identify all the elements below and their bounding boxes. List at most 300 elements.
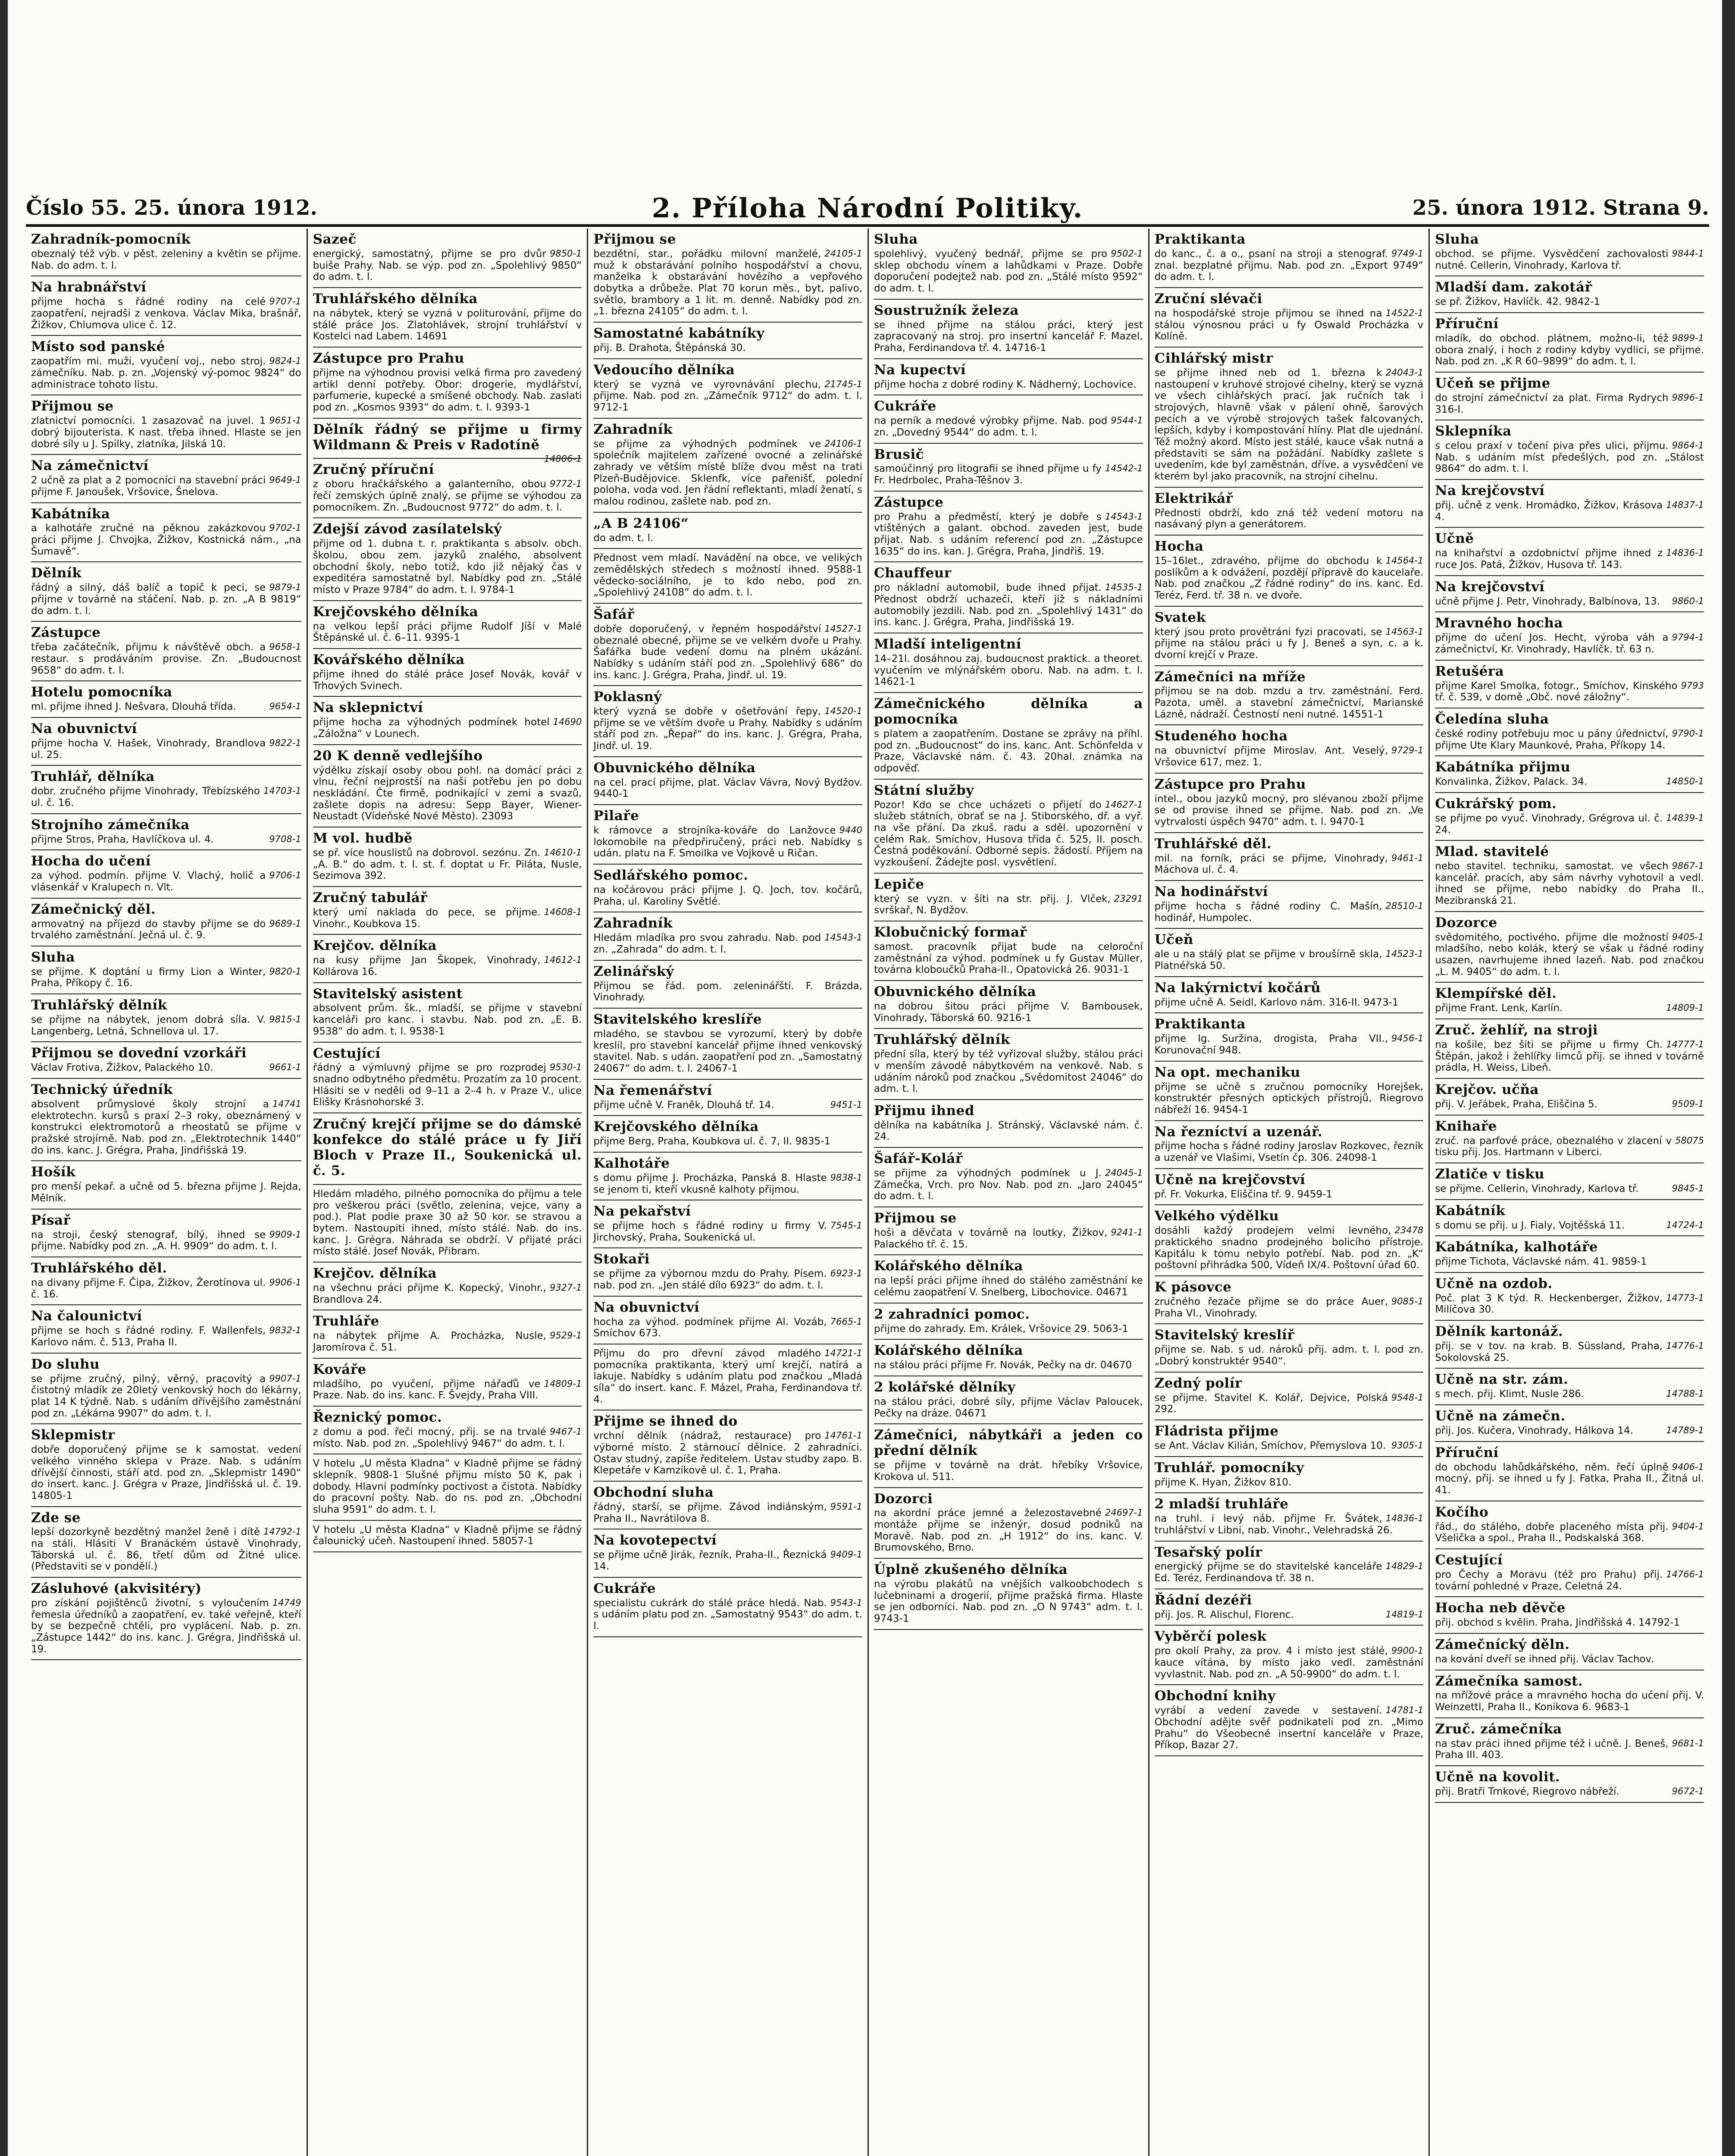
ad-code: 9689-1	[269, 918, 301, 929]
classified-ad	[31, 336, 301, 395]
ad-heading: Přijmou se dovední vzorkáři	[31, 1045, 247, 1061]
ad-text: se přijme. Cellerin, Vinohrady, Karlova tř.	[1435, 1183, 1639, 1194]
column-6	[1428, 229, 1709, 2156]
ad-text: přij. obchod s kvělin. Praha, Jindřišská 4. 14792-1	[1435, 1617, 1680, 1629]
classified-ad	[313, 1043, 582, 1114]
ad-heading: Truhlář. pomocníky	[1154, 1460, 1304, 1476]
ad-code: 9544-1	[1111, 415, 1143, 426]
ad-code: 24105-1	[824, 248, 862, 259]
ad-heading: Mladší inteligentní	[874, 636, 1021, 652]
ad-heading: Dělník	[31, 565, 82, 581]
ad-heading: Kabátník	[1435, 1203, 1506, 1219]
classified-ad	[593, 1009, 862, 1080]
classified-ad	[313, 348, 582, 419]
ad-code: 9654-1	[269, 701, 301, 712]
classified-ad	[1155, 1205, 1424, 1276]
ad-code: 14777-1	[1666, 1039, 1704, 1050]
ad-heading: Místo sod panské	[31, 339, 165, 355]
classified-ad	[313, 1310, 582, 1358]
ad-heading: Na krejčovství	[1435, 579, 1545, 595]
ad-heading: Cihlářský mistr	[1154, 350, 1273, 366]
ad-text: se Ant. Václav Kilián, Smíchov, Přemyslova 10.	[1154, 1440, 1386, 1451]
ad-heading: Čeledína sluha	[1435, 711, 1549, 727]
ad-heading: Zručný příruční	[313, 462, 434, 478]
classified-ad	[31, 718, 301, 766]
classified-ad	[874, 444, 1143, 492]
ad-text: na nábytek přijme A. Procházka, Nusle, Jaromírova č. 51.	[313, 1330, 546, 1353]
ad-heading: Zručný krejčí přijme se do dámské konfekce do stálé práce u fy Jiří Bloch v Praze II., Soukenická ul. č. 5.	[313, 1116, 582, 1178]
ad-heading: Na řemenářství	[593, 1082, 712, 1098]
scan-edge-left	[0, 0, 8, 2156]
ad-heading: Krejčovského dělníka	[313, 604, 479, 620]
ad-code: 9702-1	[269, 523, 301, 533]
classified-ad	[31, 814, 301, 851]
ad-heading: Krejčov. učňa	[1435, 1082, 1539, 1098]
ad-text: české rodiny potřebuju moc u pány úřednictví, přijme Ute Klary Maunkové, Praha, Příkopy 14.	[1435, 728, 1669, 751]
classified-ad	[1435, 1079, 1704, 1116]
classified-ad	[31, 1042, 301, 1079]
ad-heading: Na hrabnářství	[31, 279, 147, 295]
ad-code: 9832-1	[269, 1325, 301, 1336]
ad-heading: Zahradník	[593, 915, 673, 931]
ad-code: 9241-1	[1111, 1227, 1143, 1238]
ad-text: který umí naklada do pece, se přijme. Vinohr., Koubkova 15.	[313, 906, 541, 930]
ad-code: 9772-1	[549, 479, 582, 489]
ad-heading: Sluha	[874, 232, 918, 247]
ad-code: 14773-1	[1666, 1292, 1704, 1303]
ad-text: Přijmu do pro dřevní závod mladého pomocníka praktikanta, který umí krejčí, natírá a lakuje. Nabídky s udáním platu pod značkou „Mladá síla“ do insert. kanc. F. Mázel, Praha, Ferdinandova tř. 4.	[593, 1348, 862, 1405]
classified-ad	[1435, 528, 1704, 576]
ad-code: 14792-1	[263, 1526, 301, 1537]
classified-ad	[593, 865, 862, 912]
classified-ad	[1435, 313, 1704, 373]
ad-heading: Hošík	[31, 1164, 76, 1180]
classified-ad	[874, 693, 1143, 780]
ad-text: 14–21l. dosáhnou zaj. budoucnost praktick. a theoret. vyučením ve mlýnářském oboru. Nab. na adm. t. l. 14621-1	[874, 653, 1143, 688]
ad-code: 9790-1	[1672, 728, 1704, 739]
ad-text: Hledám mladíka pro svou zahradu. Nab. pod zn. „Zahrada“ do adm. t. l.	[593, 932, 821, 956]
classified-ad	[874, 300, 1143, 359]
classified-ad	[31, 850, 301, 898]
ad-text: přijme hocha s řádné rodiny na celé zaopatření, nejradši z venkova. Václav Mika, brašnář, Žižkov, Chlumova ulice č. 12.	[31, 296, 301, 331]
ad-heading: Samostatné kabátníky	[593, 325, 764, 341]
column-3	[587, 229, 868, 2156]
ad-heading: Učně	[1435, 531, 1474, 547]
classified-ad	[593, 323, 862, 359]
classified-ad	[1155, 1626, 1424, 1685]
classified-ad	[1155, 1589, 1424, 1626]
ad-code: 14564-1	[1385, 555, 1424, 566]
ad-code: 9864-1	[1672, 440, 1704, 451]
classified-ad	[31, 766, 301, 814]
classified-ad	[1155, 1324, 1424, 1372]
ad-heading: Dělník řádný se přijme u firmy Wildmann & Preis v Radotíně	[313, 421, 582, 453]
ad-text: na stálou práci přijme Fr. Novák, Pečky na dr. 04670	[874, 1360, 1132, 1371]
ad-text: Hledám mladého, pilného pomocníka do příjmu a tele pro veškerou práci (světlo, zelenina, vejce, vany a pod.). Plat podle praxe 30 až 50 kor. se stravou a bytem. Nastoupiti ihned, místo stálé. Nab. do ins. kanc. J. Grégra. Náhrada se obdrží. V přijaté práci místo stálé. Josef Novák, Přibram.	[313, 1188, 582, 1257]
ad-heading: Učně na str. zám.	[1435, 1372, 1569, 1388]
classified-ad	[874, 1304, 1143, 1340]
supplement-title: 2. Příloha Národní Politiky.	[651, 192, 1084, 224]
ad-heading: Mlad. stavitelé	[1435, 844, 1549, 860]
classified-ad	[313, 827, 582, 887]
ad-text: na velkou lepší práci přijme Rudolf Jíší v Malé Štěpánské ul. č. 6–11. 9395-1	[313, 620, 582, 644]
ad-heading: Soustružník železa	[874, 302, 1019, 318]
ad-text: přijme na výhodnou provisi velká firma pro zavedený artikl denní potřeby. Obor: drogerie, mydlářství, parfumerie, kupecké a smíšené obchody. Nab. zaslati pod zn. „Kosmos 9393“ do adm. t. l. 9393-1	[313, 367, 582, 413]
classified-ad	[313, 1185, 582, 1263]
ad-heading: Mladší dam. zakotář	[1435, 279, 1592, 295]
ad-code: 9907-1	[269, 1373, 301, 1384]
ad-heading: Sluha	[31, 949, 75, 965]
ad-heading: Hotelu pomocníka	[31, 684, 172, 700]
ad-code: 9900-1	[1391, 1645, 1424, 1656]
ad-heading: Truhlářské děl.	[1154, 836, 1271, 852]
ad-text: přijme do zahrady. Em. Králek, Vršovice 29. 5063-1	[874, 1323, 1128, 1335]
ad-text: do strojní zámečnictví za plat. Firma Rydrych 316-I.	[1435, 392, 1669, 415]
ad-text: na košile, bez šiti se přijme u firmy Ch. Štěpán, jakož i žehlířky limců přij. se ihned v továrně prádla, H. Weiss, Libeň.	[1435, 1039, 1704, 1074]
ad-code: 14543-1	[824, 932, 862, 943]
classified-ad	[313, 229, 582, 288]
ad-heading: Sazeč	[313, 232, 357, 247]
ad-text: řádný, starší, se přijme. Závod indiánským, Praha II., Navrátilova 8.	[593, 1501, 827, 1524]
ad-heading: Učně na ozdob.	[1435, 1275, 1553, 1291]
ad-text: přijme se. Nab. s ud. nároků přij. adm. t. l. pod zn. „Dobrý konstruktér 9540“.	[1154, 1344, 1424, 1367]
ad-heading: Pilaře	[593, 808, 639, 824]
ad-heading: Praktikanta	[1154, 1016, 1246, 1032]
ad-text: se přijme za výbornou mzdu do Prahy. Písem. nab. pod zn. „Jen stálé dílo 6923“ do adm. t. l.	[593, 1268, 827, 1291]
classified-ad	[1435, 912, 1704, 983]
ad-text: řádný a silný, dáš balíč a topič k peci, se přijme v továrně na stáčení. Nab. p. zn. „A B 9819“ do adm. t. l.	[31, 582, 301, 617]
ad-heading: Zručný tabulář	[313, 890, 428, 906]
classified-ad	[31, 1257, 301, 1305]
classified-ad	[313, 288, 582, 348]
ad-code: 14829-1	[1385, 1561, 1424, 1572]
ad-code: 14627-1	[1105, 799, 1143, 810]
classified-ad	[874, 1029, 1143, 1100]
ad-heading: Zde se	[31, 1510, 81, 1526]
ad-code: 9461-1	[1391, 852, 1424, 863]
ad-heading: Hocha do učení	[31, 853, 151, 869]
ad-heading: Vedoucího dělníka	[593, 362, 735, 378]
classified-ad	[1435, 420, 1704, 480]
ad-text: výdělku získají osoby obou pohl. na domácí práci z vlnu, řeční nejprostší na naši potřebu jen po dobu neskládání. Čte firmě, podnikající v zemi a svazů, zašlete dopis na adresu: Sepp Bayer, Wiener-Neustadt (Vídeňské Nové Město). 23093	[313, 765, 582, 822]
ad-heading: Stavitelského kreslíře	[593, 1011, 762, 1027]
classified-ad	[593, 1248, 862, 1296]
ad-text: V hotelu „U města Kladna“ v Kladně přijme se řádný sklepník. 9808-1 Slušné přijmu místo 50 K, pak i dobody. Hlavní podmínky poctivost a čistota. Nabídky do pracovní pošty. Nab. do ns. pod zn. „Obchodní sluha 9591“ do adm. t. l.	[313, 1458, 582, 1515]
classified-ad	[874, 229, 1143, 300]
classified-ad	[874, 981, 1143, 1029]
ad-heading: Krejčov. dělníka	[313, 1265, 437, 1281]
classified-ad	[593, 513, 862, 549]
classified-ad	[874, 1207, 1143, 1255]
ad-text: Václav Frotiva, Žižkov, Palackého 10.	[31, 1062, 213, 1074]
ad-code: 9409-1	[830, 1549, 862, 1560]
ad-code: 9879-1	[269, 582, 301, 593]
ad-heading: Cukráře	[593, 1580, 656, 1596]
ad-code: 9896-1	[1672, 392, 1704, 403]
classified-ad	[874, 395, 1143, 443]
classified-ad	[593, 1482, 862, 1529]
ad-heading: Příruční	[1435, 316, 1499, 332]
ad-text: z oboru hračkářského a galanterního, obou řečí zemských úplně znalý, se přijme se výhodou za pomocníkem. Zn. „Budoucnost 9772“ do adm. t. l.	[313, 479, 582, 513]
classified-columns	[26, 229, 1709, 2156]
classified-ad	[874, 1559, 1143, 1630]
ad-text: se přijme zručný, pilný, věrný, pracovitý a čistotný mladík ze 20letý venkovský hoch do lékárny, plat 14 K týdně. Nab. s udáním dřívějšího zaměstnání pod zn. „Lékárna 9907“ do adm. t. l.	[31, 1373, 301, 1419]
ad-text: se přijme za výhodných podmínek u J. Zámečka, Vrch. pro Nov. Nab. pod zn. „Jaro 24045“ do adm. t. l.	[874, 1168, 1143, 1202]
ad-text: přijme hocha s řádné rodiny Jaroslav Rozkovec, řezník a uzenář ve Vlašimi, Vsetín čp. 306. 24098-1	[1154, 1141, 1424, 1164]
ad-code: 14809-1	[1666, 1003, 1704, 1013]
ad-heading: Kolářského dělníka	[874, 1258, 1023, 1274]
ad-text: z domu a pod. řeči mocný, přij. se na trvalé místo. Nab. pod zn. „Spolehlivý 9467“ do adm. t. l.	[313, 1426, 565, 1449]
ad-heading: Truhlářského dělníka	[313, 291, 478, 307]
ad-code: 9530-1	[549, 1062, 582, 1073]
classified-ad	[1155, 725, 1424, 773]
ad-text: přijme Stros, Praha, Havlíčkova ul. 4.	[31, 834, 214, 845]
ad-code: 9672-1	[1672, 1786, 1704, 1797]
ad-text: pro okolí Prahy, za prov. 4 i místo jest stálé, kauce vítána, by místo jako vedl. zaměstnání vyvlastnit. Nab. pod zn. „A 50-9900“ do adm. t. l.	[1154, 1645, 1424, 1680]
ad-text: přij. Jos. R. Alischul, Florenc.	[1154, 1609, 1294, 1620]
classified-ad	[1155, 1062, 1424, 1121]
ad-text: s platem a zaopatřením. Dostane se zprávy na příhl. pod zn. „Budoucnost“ do ins. kanc. Ant. Schönfelda v Praze, Václavské nám. č. 43. 20hal. známka na odpověď.	[874, 728, 1143, 774]
classified-ad	[313, 518, 582, 601]
classified-ad	[313, 1454, 582, 1520]
ad-text: přijme Tichota, Václavské nám. 41. 9859-1	[1435, 1256, 1647, 1268]
ad-text: zručného řezače přijme se do práce Auer, Praha VI., Vinohrady.	[1154, 1296, 1388, 1319]
ad-text: na nábytek, který se vyzná v politurování, přijme do stálé práce Jos. Zlatohlávek, strojní truhlářství v Kostelci nad Labem. 14691	[313, 307, 582, 342]
ad-heading: Krejčov. dělníka	[313, 938, 437, 954]
ad-code: 14724-1	[1666, 1219, 1704, 1230]
classified-ad	[874, 1424, 1143, 1488]
ad-code: 9867-1	[1672, 861, 1704, 871]
classified-ad	[1155, 1457, 1424, 1494]
ad-text: s mech. přij. Klimt, Nusle 286.	[1435, 1388, 1585, 1400]
ad-text: který vyzná se dobře v ošetřování řepy, přijme se ve větším dvoře u Prahy. Nabídky s udáním stáří pod zn. „Řepař“ do ins. kanc. J. Grégra, Praha, Jindř. ul. 19.	[593, 706, 862, 752]
ad-heading: Truhlář, dělníka	[31, 769, 155, 785]
ad-heading: M vol. hudbě	[313, 830, 413, 846]
ad-text: se přijme po vyuč. Vinohrady, Grégrova ul. č. 24.	[1435, 812, 1663, 836]
ad-code: 14749	[272, 1598, 301, 1608]
ad-heading: Truhlářského děl.	[31, 1260, 167, 1276]
classified-ad	[1155, 1276, 1424, 1324]
ad-heading: Zdejší závod zasílatelský	[313, 521, 502, 537]
ad-text: vrchní dělník (nádraž, restaurace) pro výborné místo. 2 stárnoucí dělnice. 2 zahradníci. Ostav studný, zapíše ředitelem. Ustav studby zapo. B. Klepetáře v Kamzíkově ul. č. 1, Praha.	[593, 1430, 862, 1476]
ad-code: 14522-1	[1385, 307, 1424, 318]
ad-code: 9706-1	[269, 870, 301, 881]
classified-ad	[1435, 1236, 1704, 1273]
classified-ad	[31, 1305, 301, 1353]
ad-heading: Na kovotepectví	[593, 1532, 717, 1548]
ad-text: na divany přijme F. Čipa, Žižkov, Žerotínova ul. č. 16.	[31, 1277, 266, 1300]
ad-heading: Zásluhové (akvisitéry)	[31, 1581, 202, 1597]
classified-ad	[593, 359, 862, 419]
ad-text: se přijme. Stavitel K. Kolář, Dejvice, Polská 292.	[1154, 1392, 1388, 1415]
classified-ad	[1155, 881, 1424, 929]
ad-code: 9529-1	[549, 1330, 582, 1341]
ad-text: se př. více houslistů na dobrovol. sezónu. Zn. „A. B.“ do adm. t. l. st. f. doptat u Fr. Piláta, Nusle, Sezimova 392.	[313, 847, 582, 882]
ad-code: 14520-1	[824, 706, 862, 717]
ad-text: Přijmou se řád. pom. zeleninářští. F. Brázda, Vinohrady.	[593, 980, 862, 1003]
ad-text: do obchodu lahůdkářského, něm. řečí úplně mocný, přij. se ihned u fy J. Fatka, Praha II., Žitná ul. 41.	[1435, 1461, 1704, 1496]
ad-heading: Řádní dezéři	[1154, 1592, 1252, 1608]
ad-code: 9845-1	[1672, 1183, 1704, 1194]
ad-code: 14610-1	[544, 847, 582, 858]
ad-text: př. Fr. Vokurka, Eliščina tř. 9. 9459-1	[1154, 1188, 1333, 1200]
classified-ad	[31, 1210, 301, 1257]
ad-heading: Sklepmistr	[31, 1427, 115, 1443]
classified-ad	[593, 961, 862, 1009]
ad-text: přijme hocha V. Hašek, Vinohrady, Brandlova ul. 25.	[31, 737, 266, 761]
classified-ad	[593, 549, 862, 604]
ad-text: samost. pracovník přijat bude na celoroční zaměstnání za výhod. podmínek u fy Gustav Müller, továrna kloboučků Praha-II., Opatovická 26. 9031-1	[874, 941, 1143, 976]
ad-heading: Na kupectví	[874, 362, 966, 378]
ad-code: 58075	[1675, 1135, 1704, 1146]
ad-heading: Učně na zámečn.	[1435, 1408, 1566, 1424]
ad-code: 14542-1	[1105, 463, 1143, 474]
ad-heading: Velkého výdělku	[1154, 1208, 1279, 1224]
ad-code: 9824-1	[269, 356, 301, 367]
ad-text: mil. na forník, práci se přijme, Vinohrady, Máchova ul. č. 4.	[1154, 852, 1388, 876]
ad-heading: Truhláře	[313, 1313, 379, 1329]
ad-text: pro Prahu a předměstí, který je dobře s vtištěných a galant. obchod. zaveden jest, bude přijat. Nab. s udáním referencí pod zn. „Zástupce 1635“ do ins. kan. J. Grégra, Praha, Jindřiš. 19.	[874, 511, 1143, 557]
classified-ad	[1435, 1273, 1704, 1321]
ad-heading: Kabátníka přijmu	[1435, 759, 1571, 775]
ad-text: Přednosti obdrží, kdo zná též vedení motoru na nasávaný plyn a generátorem.	[1154, 507, 1424, 530]
ad-heading: Vyběrčí polesk	[1154, 1629, 1267, 1645]
page-header	[26, 190, 1709, 227]
ad-text: přijme od 1. dubna t. r. praktikanta s absolv. obch. školou, obou zem. jazyků znalého, absolvent obchodní školy, nebo totiž, kdo již nějaký čas v expeditéra samostatně byl. Nabídky pod zn. „Stálé místo v Praze 9784“ do adm. t. l. 9784-1	[313, 538, 582, 596]
ad-text: přijme Karel Smolka, fotogr., Smíchov, Kinského tř. č. 539, v domě „Obč. nové záložny“.	[1435, 680, 1678, 703]
ad-text: mladík, do obchod. plátnem, možno-li, též obora znalý, i hoch z rodiny kdyby vydlici, se přijme. Nab. pod zn. „K R 60–9899“ do adm. t. l.	[1435, 332, 1704, 367]
ad-code: 9405-1	[1672, 931, 1704, 942]
ad-text: který jsou proto provětráni fyzi pracovati, se přijme na stálou práci u fy J. Beneš a syn, c. a k. dvorní krejčí v Praze.	[1154, 626, 1424, 661]
ad-heading: Zruč. žehlíř, na stroji	[1435, 1022, 1598, 1038]
classified-ad	[874, 1100, 1143, 1148]
ad-text: na cel. prací přijme, plat. Václav Vávra, Nový Bydžov. 9440-1	[593, 777, 862, 800]
classified-ad	[31, 946, 301, 994]
ad-heading: Technický úředník	[31, 1082, 173, 1098]
ad-heading: Zámečnícký děln.	[1435, 1636, 1570, 1652]
classified-ad	[874, 1340, 1143, 1376]
ad-text: do adm. t. l.	[593, 532, 654, 544]
ad-text: dobr. zručného přijme Vinohrady, Třebízského ul. č. 16.	[31, 786, 260, 808]
ad-text: svědomitého, poctivého, přijme dle možností mladšího, nebo kolák, který se však u řádné rodiny usazen, navrhujeme ihned lazeň. Nab. pod značkou „L. M. 9405“ do adm. t. l.	[1435, 931, 1704, 978]
ad-heading: Mravného hocha	[1435, 615, 1563, 631]
ad-text: řád., do stálého, dobře placeného místa přij. Všelička a spol., Praha II., Podskalská 368.	[1435, 1521, 1669, 1544]
classified-ad	[31, 455, 301, 503]
classified-ad	[874, 633, 1143, 693]
ad-text: vyrábí a vedení zavede v sestavení. Obchodní adějte svěř podnikateli pod zn. „Mimo Prahu“ do Všeobecné insertní kanceláře v Praze, Příkop, Bazar 27.	[1154, 1705, 1424, 1751]
ad-text: se ihned přijme na stálou práci, který jest zapracovaný na stroj. pro insertní kancelář F. Mazel, Praha, Ferdinandova tř. 4. 14716-1	[874, 319, 1143, 354]
ad-text: přij. V. Jeřábek, Praha, Eliščina 5.	[1435, 1099, 1597, 1110]
ad-code: 9909-1	[269, 1229, 301, 1240]
ad-code: 9548-1	[1391, 1392, 1424, 1403]
ad-text: učně přijme J. Petr, Vinohrady, Balbínova, 13.	[1435, 595, 1660, 607]
ad-code: 9707-1	[269, 296, 301, 307]
ad-code: 14819-1	[1385, 1609, 1424, 1620]
ad-code: 14789-1	[1666, 1425, 1704, 1436]
ad-text: zruč. na parfové práce, obeznalého v zlacení v tisku přij. Jos. Hartmann v Liberci.	[1435, 1135, 1672, 1158]
ad-code: 9793	[1681, 680, 1704, 691]
ad-code: 14781-1	[1385, 1705, 1424, 1716]
classified-ad	[1155, 536, 1424, 607]
ad-heading: Brusič	[874, 446, 924, 462]
ad-code: 7545-1	[830, 1220, 862, 1231]
ad-code: 21745-1	[824, 379, 862, 389]
ad-heading: Na krejčovství	[1435, 483, 1545, 499]
ad-text: který se vyzn. v šíti na str. přij. J. Vlček, svrškař, N. Bydžov.	[874, 893, 1111, 916]
ad-text: a kalhotáře zručné na pěknou zakázkovou práci přijme J. Chvojka, Žižkov, Kostnická nám., „na Šumavě“.	[31, 523, 301, 557]
column-5	[1148, 229, 1429, 2156]
classified-ad	[313, 1113, 582, 1185]
ad-heading: Stavitelský kreslíř	[1154, 1327, 1295, 1343]
classified-ad	[1435, 1597, 1704, 1634]
ad-heading: Truhlářský dělník	[874, 1032, 1010, 1048]
ad-code: 23291	[1114, 893, 1143, 904]
classified-ad	[31, 229, 301, 276]
ad-text: dělníka na kabátníka J. Stránský, Václavské nám. č. 24.	[874, 1119, 1143, 1143]
ad-text: na hospodářské stroje přijmou se ihned na stálou výnosnou práci u fy Oswald Procházka v Kolíně.	[1154, 307, 1424, 342]
ad-heading: Šafář	[593, 606, 635, 622]
ad-text: intel., obou jazyků mocný, pro slévanou zboží přijme se od provise ihned se přijme. Nab. pod zn. „Ve vytrvalosti úspěch 9470“ adm. t. l. 9470-1	[1154, 793, 1424, 828]
classified-ad	[1435, 661, 1704, 708]
ad-text: na perník a medové výrobky přijme. Nab. pod zn. „Dovedný 9544“ do adm. t. l.	[874, 415, 1108, 438]
classified-ad	[593, 1080, 862, 1116]
ad-heading: Přijmou se	[874, 1210, 957, 1226]
ad-text: řádný a výmluvný přijme se pro rozprodej snadno odbytného předmětu. Prozatím za 10 procent. Hlásiti se v neděli od 9–11 a 2–4 h. v Praze V., ulice Elišky Krásnohorské 3.	[313, 1062, 582, 1108]
ad-code: 9708-1	[269, 834, 301, 844]
date-and-page: 25. února 1912. Strana 9.	[1412, 196, 1709, 220]
ad-text: energický přijme se do stavitelské kanceláře Ed. Teréz, Ferdinandova tř. 38 n.	[1154, 1561, 1382, 1584]
ad-code: 14806-1	[544, 454, 582, 464]
ad-text: Pozor! Kdo se chce ucházeti o přijetí do služeb státních, obrať se na J. Stiborského, dř. a vyř. na vše přání. Da zkuš. radu a sděl. upozornění v celém Rak. Smíchov, Husova třída č. 525, II. posch. Čestná poděkování. Odborné sepis. žádostí. Příjem na vyzkoušení. Žádejte posl. vysvětlení.	[874, 799, 1143, 868]
ad-text: se přijme na nábytek, jenom dobrá síla. V. Langenberg, Letná, Schnellova ul. 17.	[31, 1014, 266, 1037]
ad-text: 15–16let., zdravého, přijme do obchodu k poslíkům a k odvážení, pozdějí přípravě do kaucelaře. Nab. pod značkou „Z řádné rodiny“ do ins. kanc. Ed. Teréz, Ferd. tř. 38 n. ve dvoře.	[1154, 555, 1424, 601]
ad-text: ale u na stálý plat se přijme v broušírně skla, Platnéřská 50.	[1154, 949, 1382, 971]
ad-text: bezdětní, star., pořádku milovní manželé, muž k obstarávání polního hospodářství a chovu, manželka k obstarávání hovězího a vepřového dobytka a drůbeže. Plat 70 korun měs., byt, palivo, světlo, brambory a 1 lit. m. denně. Nabídky pod zn. „1. března 24105“ do adm. t. l.	[593, 248, 862, 317]
classified-ad	[1155, 1169, 1424, 1206]
ad-code: 14837-1	[1666, 500, 1704, 511]
ad-heading: Studeného hocha	[1154, 728, 1288, 744]
ad-code: 14788-1	[1666, 1388, 1704, 1399]
classified-ad	[31, 1507, 301, 1578]
ad-code: 14608-1	[544, 906, 582, 917]
classified-ad	[1155, 1493, 1424, 1541]
ad-text: přij. Bratři Trnkové, Riegrovo nábřeží.	[1435, 1786, 1619, 1798]
ad-heading: Úplně zkušeného dělníka	[874, 1562, 1068, 1578]
ad-text: na truhl. i levý náb. přijme Fr. Švátek, truhlářství v Libni, nab. Vinohr., Velehradská 26.	[1154, 1513, 1393, 1536]
ad-heading: Zámečnického dělníka a pomocníka	[874, 696, 1143, 727]
ad-heading: Obchodní sluha	[593, 1485, 714, 1501]
classified-ad	[1435, 1321, 1704, 1369]
classified-ad	[874, 562, 1143, 633]
ad-heading: Cukráře	[874, 398, 936, 414]
ad-text: přijme se učně s zručnou pomocníky Horejšek, konstruktér přesných optických přístrojů, Riegrovo nábřeží 16. 9454-1	[1154, 1081, 1424, 1116]
ad-code: 9502-1	[1111, 248, 1143, 259]
ad-text: přijme ihned do stálé práce Josef Novák, kovář v Trhových Svinech.	[313, 669, 582, 692]
ad-code: 6923-1	[830, 1268, 862, 1279]
issue-number: Číslo 55. 25. února 1912.	[26, 196, 318, 220]
ad-code: 14761-1	[824, 1430, 862, 1441]
ad-text: na mřížové práce a mravného hocha do učení přij. V. Weinzettl, Praha II., Konikova 6. 9683-1	[1435, 1690, 1704, 1713]
ad-text: přijme se hoch s řádné rodiny. F. Wallenfels, Karlovo nám. č. 513, Praha II.	[31, 1325, 266, 1348]
ad-heading: Přijmou se	[31, 398, 114, 414]
classified-ad	[874, 1376, 1143, 1424]
ad-code: 14850-1	[1666, 776, 1704, 787]
ad-heading: Na zámečnictví	[31, 458, 149, 474]
ad-text: s domu přijme J. Procházka, Panská 8. Hlaste se jenom ti, kteří vkusně kalhoty přijmou.	[593, 1172, 827, 1195]
classified-ad	[593, 1116, 862, 1153]
ad-heading: „A B 24106“	[593, 515, 689, 531]
ad-code: 9406-1	[1672, 1461, 1704, 1472]
